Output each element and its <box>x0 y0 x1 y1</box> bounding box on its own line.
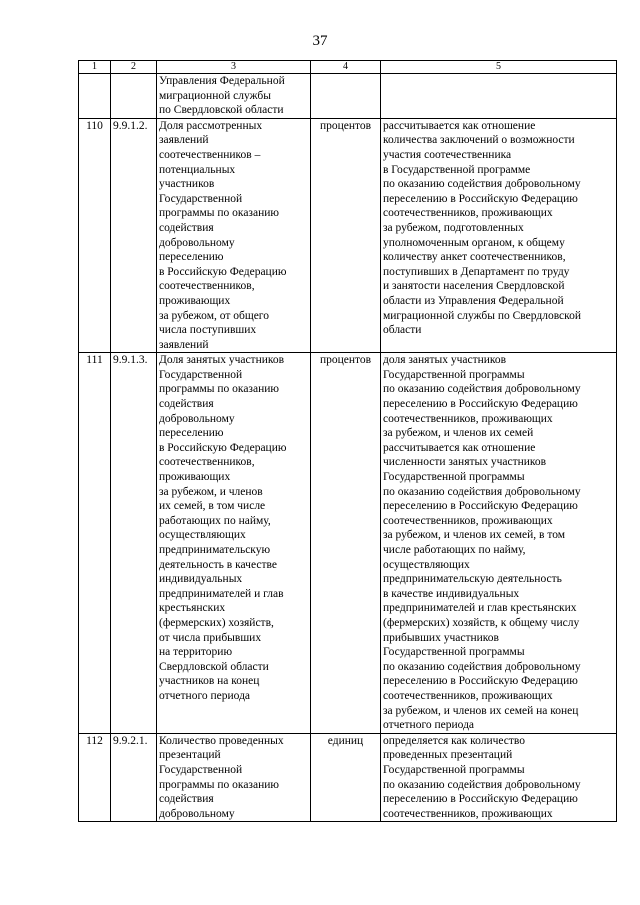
description-line: участия соотечественника <box>383 148 512 161</box>
page-number: 37 <box>312 33 328 49</box>
description-line: области из Управления Федеральной <box>383 294 564 307</box>
name-line: за рубежом, от общего <box>159 309 269 322</box>
column-number-1: 1 <box>79 61 111 74</box>
name-line: содействия <box>159 221 214 234</box>
continuation-row <box>79 74 617 119</box>
name-line: от числа прибывших <box>159 631 262 644</box>
description-line: за рубежом, и членов их семей на конец <box>383 704 579 717</box>
description-line: по оказанию содействия добровольному <box>383 485 581 498</box>
description-line: Государственной программы <box>383 763 525 776</box>
name-line: индивидуальных <box>159 573 243 586</box>
indicator-name-cell <box>157 118 311 353</box>
name-line: Управления Федеральной <box>159 75 285 87</box>
name-line: Доля занятых участников <box>159 354 285 367</box>
name-line: предпринимательскую <box>159 544 271 556</box>
description-line: уполномоченным органом, к общему <box>383 236 565 249</box>
description-line: по оказанию содействия добровольному <box>383 383 581 396</box>
name-line: в Российскую Федерацию <box>159 441 287 454</box>
description-line: переселению в Российскую Федерацию <box>383 793 578 806</box>
description-line: определяется как количество <box>383 734 526 747</box>
description-line: переселению в Российскую Федерацию <box>383 398 578 411</box>
description-line: области <box>383 324 422 337</box>
description-line: в Государственной программе <box>383 163 531 176</box>
name-line: на территорию <box>159 646 233 659</box>
description-line: переселению в Российскую Федерацию <box>383 675 578 688</box>
table-row <box>79 733 617 822</box>
column-number-row <box>79 61 617 74</box>
name-line: заявлений <box>159 134 209 147</box>
description-line: в качестве индивидуальных <box>383 587 520 600</box>
name-line: программы по оказанию <box>159 383 279 396</box>
description-line: доля занятых участников <box>383 354 507 367</box>
description-line: количеству анкет соотечественников, <box>383 251 566 264</box>
description-line: прибывших участников <box>383 631 499 644</box>
name-line: (фермерских) хозяйств, <box>159 616 274 629</box>
table-row <box>79 118 617 353</box>
name-line: участников на конец <box>159 675 260 688</box>
name-line: программы по оказанию <box>159 778 279 791</box>
description-line: соотечественников, проживающих <box>383 807 553 820</box>
description-line: количества заключений о возможности <box>383 134 575 147</box>
description-line: переселению в Российскую Федерацию <box>383 192 578 205</box>
calculation-method-cell <box>381 733 617 822</box>
name-line: Доля рассмотренных <box>159 119 263 132</box>
indicator-code-cell: 9.9.2.1. <box>111 733 157 822</box>
description-line: миграционной службы по Свердловской <box>383 309 582 322</box>
name-line: переселению <box>159 427 224 440</box>
name-line: за рубежом, и членов <box>159 485 263 498</box>
name-line: их семей, в том числе <box>159 500 266 513</box>
unit-cell: процентов <box>311 118 381 353</box>
unit-cell: процентов <box>311 353 381 733</box>
description-line: Государственной программы <box>383 368 525 381</box>
calculation-method-cell <box>381 118 617 353</box>
description-line: численности занятых участников <box>383 456 547 469</box>
name-line: соотечественников, <box>159 280 255 293</box>
indicators-table <box>78 60 617 822</box>
name-line: участников <box>159 178 215 191</box>
name-line: миграционной службы <box>159 89 271 102</box>
description-line: соотечественников, проживающих <box>383 689 553 702</box>
indicator-code-cell: 9.9.1.2. <box>111 118 157 353</box>
description-line: рассчитывается как отношение <box>383 119 536 132</box>
column-number-2: 2 <box>111 61 157 74</box>
description-line: по оказанию содействия добровольному <box>383 660 581 673</box>
description-line: и занятости населения Свердловской <box>383 280 565 293</box>
name-line: числа поступивших <box>159 324 257 337</box>
description-line: Государственной программы <box>383 471 525 484</box>
indicator-name-cell <box>157 733 311 822</box>
description-line: соотечественников, проживающих <box>383 514 553 527</box>
name-line: добровольному <box>159 412 235 425</box>
description-line: предпринимательскую деятельность <box>383 573 562 586</box>
continuation-name-cell <box>157 74 311 119</box>
description-line: соотечественников, проживающих <box>383 207 553 220</box>
calculation-method-cell <box>381 353 617 733</box>
continuation-unit-cell <box>311 74 381 119</box>
description-line: (фермерских) хозяйств, к общему числу <box>383 616 580 629</box>
name-line: потенциальных <box>159 163 236 176</box>
column-number-5: 5 <box>381 61 617 74</box>
continuation-num-cell <box>79 74 111 119</box>
name-line: содействия <box>159 398 214 411</box>
name-line: предпринимателей и глав <box>159 587 284 600</box>
name-line: по Свердловской области <box>159 104 284 117</box>
name-line: деятельность в качестве <box>159 558 277 571</box>
name-line: Количество проведенных <box>159 734 284 747</box>
description-line: поступивших в Департамент по труду <box>383 265 570 278</box>
description-line: рассчитывается как отношение <box>383 441 536 454</box>
name-line: Государственной <box>159 192 243 205</box>
description-line: по оказанию содействия добровольному <box>383 778 581 791</box>
description-line: переселению в Российскую Федерацию <box>383 500 578 513</box>
row-number-cell: 111 <box>79 353 111 733</box>
continuation-code-cell <box>111 74 157 119</box>
name-line: в Российскую Федерацию <box>159 265 287 278</box>
name-line: программы по оказанию <box>159 207 279 220</box>
description-line: проведенных презентаций <box>383 749 513 762</box>
description-line: предпринимателей и глав крестьянских <box>383 602 577 615</box>
name-line: добровольному <box>159 807 235 820</box>
description-line: за рубежом, и членов их семей, в том <box>383 529 566 542</box>
indicator-code-cell: 9.9.1.3. <box>111 353 157 733</box>
description-line: числе работающих по найму, <box>383 544 526 556</box>
column-number-3: 3 <box>157 61 311 74</box>
name-line: Государственной <box>159 368 243 381</box>
name-line: соотечественников, <box>159 456 255 469</box>
continuation-desc-cell <box>381 74 617 119</box>
name-line: проживающих <box>159 294 231 307</box>
unit-cell: единиц <box>311 733 381 822</box>
name-line: проживающих <box>159 471 231 484</box>
name-line: работающих по найму, <box>159 514 271 527</box>
name-line: осуществляющих <box>159 529 246 542</box>
name-line: содействия <box>159 793 214 806</box>
description-line: за рубежом, и членов их семей <box>383 427 534 440</box>
description-line: за рубежом, подготовленных <box>383 221 524 234</box>
name-line: соотечественников – <box>159 148 261 161</box>
row-number-cell: 112 <box>79 733 111 822</box>
name-line: переселению <box>159 251 224 264</box>
description-line: осуществляющих <box>383 558 470 571</box>
name-line: Свердловской области <box>159 660 269 673</box>
description-line: соотечественников, проживающих <box>383 412 553 425</box>
description-line: по оказанию содействия добровольному <box>383 178 581 191</box>
name-line: добровольному <box>159 236 235 249</box>
name-line: отчетного периода <box>159 689 251 702</box>
indicator-name-cell <box>157 353 311 733</box>
description-line: Государственной программы <box>383 646 525 659</box>
name-line: заявлений <box>159 338 209 351</box>
name-line: крестьянских <box>159 602 226 615</box>
table-body <box>79 61 617 822</box>
column-number-4: 4 <box>311 61 381 74</box>
name-line: Государственной <box>159 763 243 776</box>
name-line: презентаций <box>159 749 221 762</box>
row-number-cell: 110 <box>79 118 111 353</box>
description-line: отчетного периода <box>383 719 475 732</box>
table-row <box>79 353 617 733</box>
